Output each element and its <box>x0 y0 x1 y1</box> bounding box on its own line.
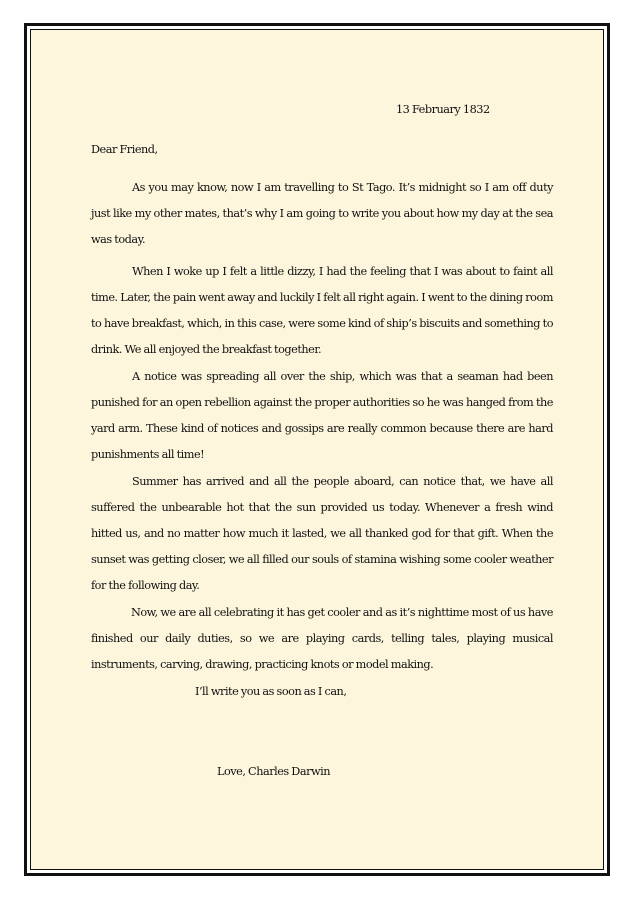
paragraph-breakfast: When I woke up I felt a little dizzy, I had the feeling that I was about to faint all time. Later, the pain went away and luckily I felt all right again. I went to the dining room to have breakfast, which, in this case, were some kind of ship’s biscuits and something to drink. We all enjoyed the breakfast together. <box>91 265 553 356</box>
paragraph-celebrating: Now, we are all celebrating it has get cooler and as it’s nighttime most of us have finished our daily duties, so we are playing cards, telling tales, playing musical instruments, carving, drawing, practicing knots or model making. <box>91 606 553 671</box>
paragraph-summer: Summer has arrived and all the people aboard, can notice that, we have all suffered the unbearable hot that the sun provided us today. Whenever a fresh wind hitted us, and no matter how much it lasted, we all thanked god for that gift. When the sunset was getting closer, we all filled our souls of stamina wishing some cooler weather for the following day. <box>91 475 553 592</box>
letter-body <box>31 30 603 869</box>
closing-line: I’ll write you as soon as I can, <box>195 685 347 698</box>
signature: Love, Charles Darwin <box>217 765 331 778</box>
letter-salutation: Dear Friend, <box>91 143 158 156</box>
paragraph-notice: A notice was spreading all over the ship, which was that a seaman had been punished for an open rebellion against the proper authorities so he was hanged from the yard arm. These kind of notices and gossips are really common because there are hard punishments all time! <box>91 370 553 461</box>
letter-sheet <box>30 29 604 870</box>
paragraph-travel: As you may know, now I am travelling to St Tago. It’s midnight so I am off duty just like my other mates, that’s why I am going to write you about how my day at the sea was today. <box>91 181 553 246</box>
letter-date: 13 February 1832 <box>396 103 490 116</box>
